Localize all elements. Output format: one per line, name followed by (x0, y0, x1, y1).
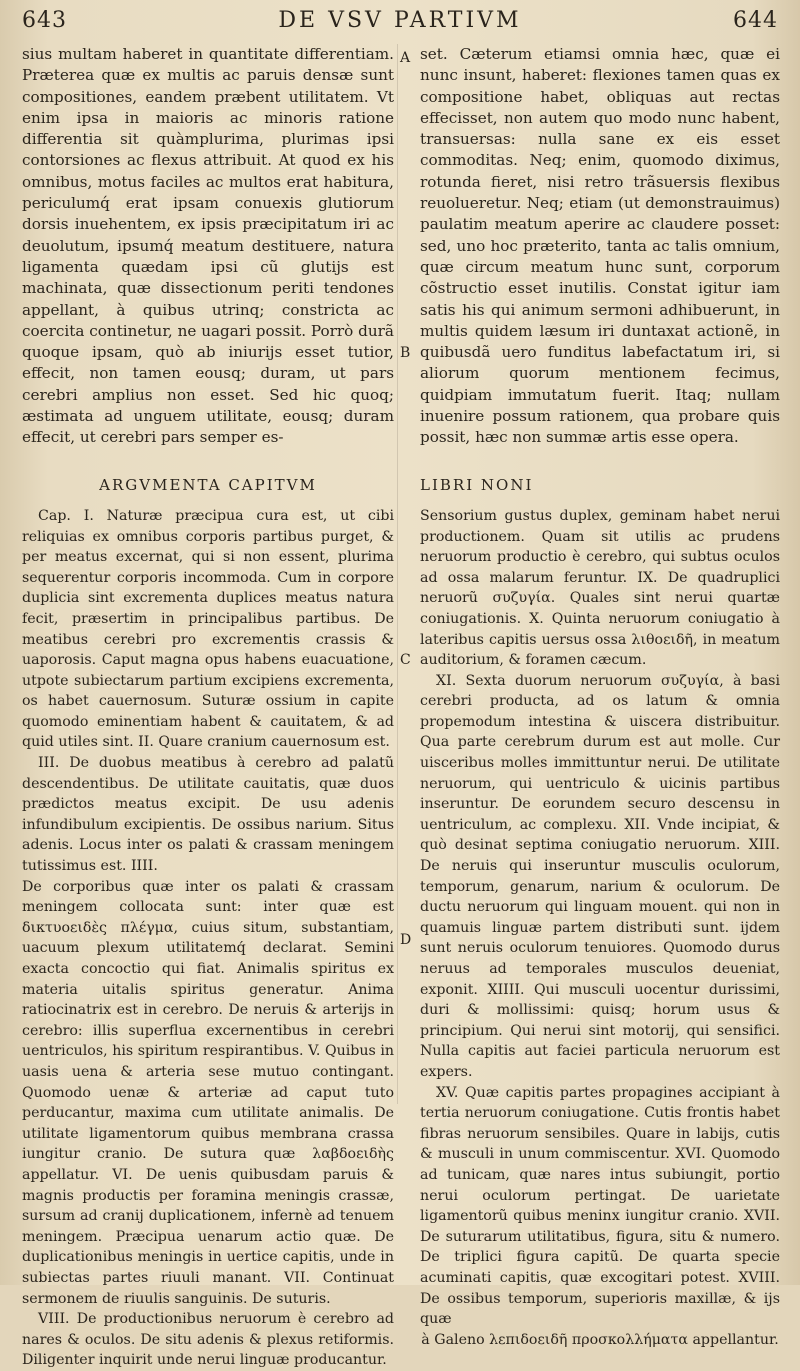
argument-closing-line: à Galeno λεπιδοειδῆ προσκολλήματα appellantur. (421, 1331, 779, 1348)
right-chapter-arguments (420, 506, 780, 1350)
margin-letter-b: B (400, 345, 411, 361)
argument-paragraph: III. De duobus meatibus à cerebro ad palatũ descendentibus. De utilitate cauitatis, quæ duos prædictos meatus excipit. De usu adenis infundibulum excipientis. De ossibus narium. Situs adenis. Locus inter os palati & crassam meningem tutissimus est. IIII. (22, 755, 394, 875)
argument-paragraph: Sensorium gustus duplex, geminam habet nerui productionem. Quam sit utilis ac prudens neruorum productio è cerebro, qui subtus oculos ad ossa malarum feruntur. IX. De quadruplici neruorũ συζυγία. Quales sint nerui quartæ coniugationis. X. Quinta neruorum coniugatio à lateribus capitis uersus ossa λιθοειδῆ, in meatum auditorium, & foramen cæcum. (420, 507, 780, 669)
argument-paragraph: De corporibus quæ inter os palati & crassam meningem collocata sunt: inter quæ est δικτυοειδὲς πλέγμα, cuius situm, substantiam, uacuum plexum utilitatemq́ declarat. Semini exacta concoctio qui fiat. Animalis spiritus ex materia uitalis spiritus generatur. Anima ratiocinatrix est in cerebro. De neruis & arterijs in cerebro: illis superflua excernentibus in cerebri uentriculos, his spiritum respirantibus. V. Quibus in uasis uena & arteria sese mutuo contingant. Quomodo uenæ & arteriæ ad caput tuto perducantur, maxima cum utilitate animalis. De utilitate ligamentorum quibus membrana crassa iungitur cranio. De sutura quæ λαβδοειδὴς appellatur. VI. De uenis quibusdam paruis & magnis productis per foramina meningis crassæ, sursum ad cranij duplicationem, infernè ad tenuem meningem. Præcipua uenarum actio quæ. De duplicationibus meningis in uertice capitis, unde in subiectas partes riuuli manant. VII. Continuat sermonem de riuulis sanguinis. De suturis. (22, 878, 394, 1307)
left-body-text (22, 44, 394, 449)
margin-letter-a: A (400, 50, 411, 66)
left-paragraph: sius multam haberet in quantitate differentiam. Præterea quæ ex multis ac paruis densæ sunt compositiones, eandem præbent utilitatem. Vt enim ipsa in maioris ac minoris ratione differentia sit quàmplurima, plurimas ipsi contorsiones ac flexus attribuit. At quod ex his omnibus, motus faciles ac multos erat habitura, periculumq́ erat ipsam conuexis glutiorum dorsis inuehentem, ex ipsis præcipitatum iri ac deuolutum, ipsumq́ meatum destituere, natura ligamenta quædam ipsi cũ glutijs est machinata, quæ dissectionum periti tendones appellant, à quibus utrinq; constricta ac coercita continetur, ne uagari possit. Porrò durã quoque ipsam, quò ab iniurijs esset tutior, effecit, non tamen eousq; duram, ut pars cerebri amplius non esset. Sed hic quoq; æstimata ad unguem utilitate, eousq; duram effecit, ut cerebri pars semper es- (22, 45, 394, 447)
argument-paragraph: Cap. I. Naturæ præcipua cura est, ut cibi reliquias ex omnibus corporis partibus purget, & per meatus excernat, qui si non essent, plurima sequerentur corporis incommoda. Cum in corpore duplicia sint excrementa duplices meatus natura fecit, præsertim in principalibus partibus. De meatibus cerebri pro excrementis crassis & uaporosis. Caput magna opus habens euacuatione, utpote subiectarum partium excipiens excrementa, os habet cauernosum. Suturæ ossium in capite quomodo eminentiam habent & cauitatem, & ad quid utiles sint. II. Quare cranium cauernosum est. (22, 507, 394, 751)
right-section-heading: LIBRI NONI (420, 475, 534, 494)
margin-letter-d: D (400, 932, 412, 948)
right-column (420, 44, 780, 1350)
left-section-heading: ARGVMENTA CAPITVM (99, 475, 317, 494)
margin-letter-c: C (400, 652, 411, 668)
left-column (22, 44, 394, 1371)
page-number-left: 643 (22, 8, 67, 33)
argument-paragraph: VIII. De productionibus neruorum è cerebro ad nares & oculos. De situ adenis & plexus retiformis. Diligenter inquirit unde nerui linguæ producantur. (22, 1311, 394, 1369)
column-gutter (397, 44, 398, 1104)
right-body-text (420, 44, 780, 449)
page-number-right: 644 (733, 8, 778, 33)
argument-paragraph: XV. Quæ capitis partes propagines accipiant à tertia neruorum coniugatione. Cutis frontis habet fibras neruorum sensibiles. Quare in labijs, cutis & musculi in unum commiscentur. XVI. Quomodo ad tunicam, quæ nares intus subiungit, portio nerui oculorum pertingat. De uarietate ligamentorũ quibus meninx iungitur cranio. XVII. De suturarum utilitatibus, figura, situ & numero. De triplici figura capitũ. De quarta specie acuminati capitis, quæ excogitari potest. XVIII. De ossibus temporum, superioris maxillæ, & ijs quæ (420, 1084, 780, 1328)
argument-paragraph: XI. Sexta duorum neruorum συζυγία, à basi cerebri producta, ad os latum & omnia propemodum intestina & uiscera distribuitur. Qua parte cerebrum durum est aut molle. Cur uisceribus molles immittuntur nerui. De utilitate neruorum, qui uentriculo & uicinis partibus inseruntur. De eorundem securo descensu in uentriculum, ac complexu. XII. Vnde incipiat, & quò desinat septima coniugatio neruorum. XIII. De neruis qui inseruntur musculis oculorum, temporum, genarum, narium & oculorum. De ductu neruorum qui linguam mouent. qui non in quamuis linguæ partem distributi sunt. ijdem sunt neruis oculorum tenuiores. Quomodo durus neruus ad temporales musculos deueniat, exponit. XIIII. Qui musculi uocentur durissimi, duri & mollissimi: quisq; horum usus & principium. Qui nerui sint motorij, qui sensifici. Nulla capitis aut faciei particula neruorum est expers. (420, 672, 780, 1080)
running-title: DE VSV PARTIVM (278, 8, 522, 33)
right-paragraph: set. Cæterum etiamsi omnia hæc, quæ ei nunc insunt, haberet: flexiones tamen quas ex compositione habet, obliquas aut rectas effecisset, non autem quo modo nunc habent, transuersas: nulla sane ex eis esset commoditas. Neq; enim, quomodo diximus, rotunda fieret, nisi retro trãsuersis flexibus reuolueretur. Neq; etiam (ut demonstrauimus) paulatim meatum aperire ac claudere posset: sed, uno hoc præterito, tanta ac talis omnium, quæ circum meatum hunc sunt, corporum cõstructio esset inutilis. Constat igitur iam satis his qui animum sermoni adhibuerunt, in multis quidem læsum iri duntaxat actionẽ, in quibusdã uero funditus labefactatum iri, si aliorum quorum mentionem fecimus, quidpiam immutatum fuerit. Itaq; nullam inuenire possum rationem, qua probare quis possit, hæc non summæ artis esse opera. (420, 45, 780, 447)
left-chapter-arguments (22, 506, 394, 1371)
running-header (22, 8, 778, 42)
